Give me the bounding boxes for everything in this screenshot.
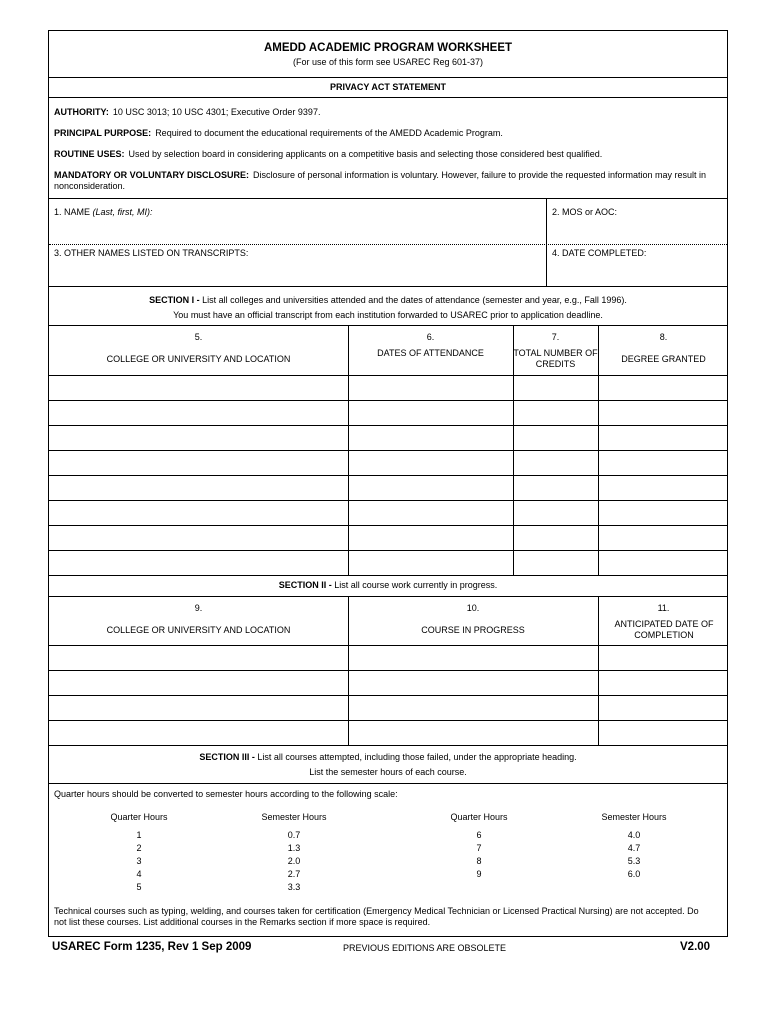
- semester-value: 1.3: [287, 843, 301, 853]
- routine-line: [54, 149, 707, 160]
- semester-value: 2.0: [287, 856, 301, 866]
- col6-num: 6.: [426, 332, 435, 342]
- semester-value: 4.0: [627, 830, 641, 840]
- semester-values-2: [584, 829, 684, 881]
- quarter-values-1: [89, 829, 189, 894]
- quarter-value: 5: [136, 882, 142, 892]
- version-label: V2.00: [680, 941, 711, 953]
- section2-instructions: [49, 580, 727, 590]
- col7-title: TOTAL NUMBER OF CREDITS: [513, 348, 598, 369]
- quarter-header-2: Quarter Hours: [450, 812, 508, 822]
- other-names-label: 3. OTHER NAMES LISTED ON TRANSCRIPTS:: [54, 248, 249, 258]
- mos-label: 2. MOS or AOC:: [552, 207, 618, 217]
- name-input[interactable]: [51, 217, 545, 243]
- section1-label: SECTION I -: [149, 295, 200, 305]
- col7-num: 7.: [551, 332, 560, 342]
- obsolete-notice: PREVIOUS EDITIONS ARE OBSOLETE: [343, 943, 507, 953]
- section1-instructions: [49, 295, 727, 305]
- form-subtitle: (For use of this form see USAREC Reg 601-37): [292, 57, 484, 67]
- quarter-value: 2: [136, 843, 142, 853]
- authority-text: 10 USC 3013; 10 USC 4301; Executive Order 9397.: [112, 107, 321, 117]
- section3-instructions: [49, 752, 727, 762]
- name-field-label: [54, 207, 153, 217]
- quarter-value: 7: [476, 843, 482, 853]
- form-id: USAREC Form 1235, Rev 1 Sep 2009: [52, 941, 252, 953]
- semester-value: 2.7: [287, 869, 301, 879]
- quarter-value: 4: [136, 869, 142, 879]
- routine-text: Used by selection board in considering applicants on a competitive basis and selecting those considered best qualified.: [128, 149, 603, 159]
- col8-num: 8.: [659, 332, 668, 342]
- col9-title: COLLEGE OR UNIVERSITY AND LOCATION: [106, 625, 291, 635]
- name-label: 1. NAME: [54, 207, 91, 217]
- semester-value: 3.3: [287, 882, 301, 892]
- semester-value: 5.3: [627, 856, 641, 866]
- semester-values-1: [244, 829, 344, 894]
- section3-label: SECTION III -: [199, 752, 255, 762]
- disclosure-label: MANDATORY OR VOLUNTARY DISCLOSURE:: [54, 170, 250, 180]
- disclosure-text: Disclosure of personal information is voluntary. However, failure to provide the requested information may result in nonconsideration.: [54, 170, 707, 191]
- quarter-value: 9: [476, 869, 482, 879]
- quarter-value: 8: [476, 856, 482, 866]
- privacy-heading: PRIVACY ACT STATEMENT: [329, 82, 446, 92]
- section3-text: List all courses attempted, including those failed, under the appropriate heading.: [257, 752, 577, 762]
- name-hint: (Last, first, MI):: [92, 207, 153, 217]
- other-names-input[interactable]: [51, 259, 545, 285]
- quarter-value: 1: [136, 830, 142, 840]
- section2-text: List all course work currently in progress.: [334, 580, 498, 590]
- col11-title: ANTICIPATED DATE OF COMPLETION: [614, 619, 714, 640]
- quarter-header-1: Quarter Hours: [110, 812, 168, 822]
- authority-label: AUTHORITY:: [54, 107, 109, 117]
- quarter-value: 3: [136, 856, 142, 866]
- quarter-values-2: [429, 829, 529, 881]
- disclosure-line: [54, 170, 707, 192]
- routine-label: ROUTINE USES:: [54, 149, 125, 159]
- col5-num: 5.: [194, 332, 203, 342]
- form-title: AMEDD ACADEMIC PROGRAM WORKSHEET: [263, 42, 513, 54]
- col10-num: 10.: [466, 603, 480, 613]
- section1-table-body[interactable]: [49, 376, 729, 575]
- semester-header-2: Semester Hours: [601, 812, 667, 822]
- col5-title: COLLEGE OR UNIVERSITY AND LOCATION: [106, 354, 291, 364]
- semester-value: 4.7: [627, 843, 641, 853]
- section2-label: SECTION II -: [278, 580, 332, 590]
- authority-line: [54, 107, 707, 118]
- mos-input[interactable]: [549, 217, 725, 243]
- quarter-value: 6: [476, 830, 482, 840]
- semester-value: 6.0: [627, 869, 641, 879]
- date-completed-label: 4. DATE COMPLETED:: [552, 248, 647, 258]
- section2-table-body[interactable]: [49, 646, 729, 745]
- col10-title: COURSE IN PROGRESS: [421, 625, 525, 635]
- semester-value: 0.7: [287, 830, 301, 840]
- purpose-text: Required to document the educational requirements of the AMEDD Academic Program.: [155, 128, 503, 138]
- date-completed-input[interactable]: [549, 259, 725, 285]
- purpose-label: PRINCIPAL PURPOSE:: [54, 128, 152, 138]
- col11-num: 11.: [657, 603, 670, 613]
- section3-text2: List the semester hours of each course.: [309, 767, 467, 777]
- col6-title: DATES OF ATTENDANCE: [377, 348, 484, 358]
- worksheet-form: [48, 30, 728, 937]
- technical-courses-note: Technical courses such as typing, welding, and courses taken for certification (Emergency Medical Technician or Licensed Practical Nursing) are not accepted. Do not list these courses. List additional courses in the Remarks section if more space is required.: [54, 906, 699, 927]
- conversion-intro: Quarter hours should be converted to semester hours according to the following scale:: [54, 789, 398, 799]
- purpose-line: [54, 128, 707, 139]
- col9-num: 9.: [194, 603, 203, 613]
- semester-header-1: Semester Hours: [261, 812, 327, 822]
- section1-text: List all colleges and universities attended and the dates of attendance (semester and year, e.g., Fall 1996).: [202, 295, 627, 305]
- section1-text2: You must have an official transcript from each institution forwarded to USAREC prior to application deadline.: [173, 310, 603, 320]
- col8-title: DEGREE GRANTED: [621, 354, 706, 364]
